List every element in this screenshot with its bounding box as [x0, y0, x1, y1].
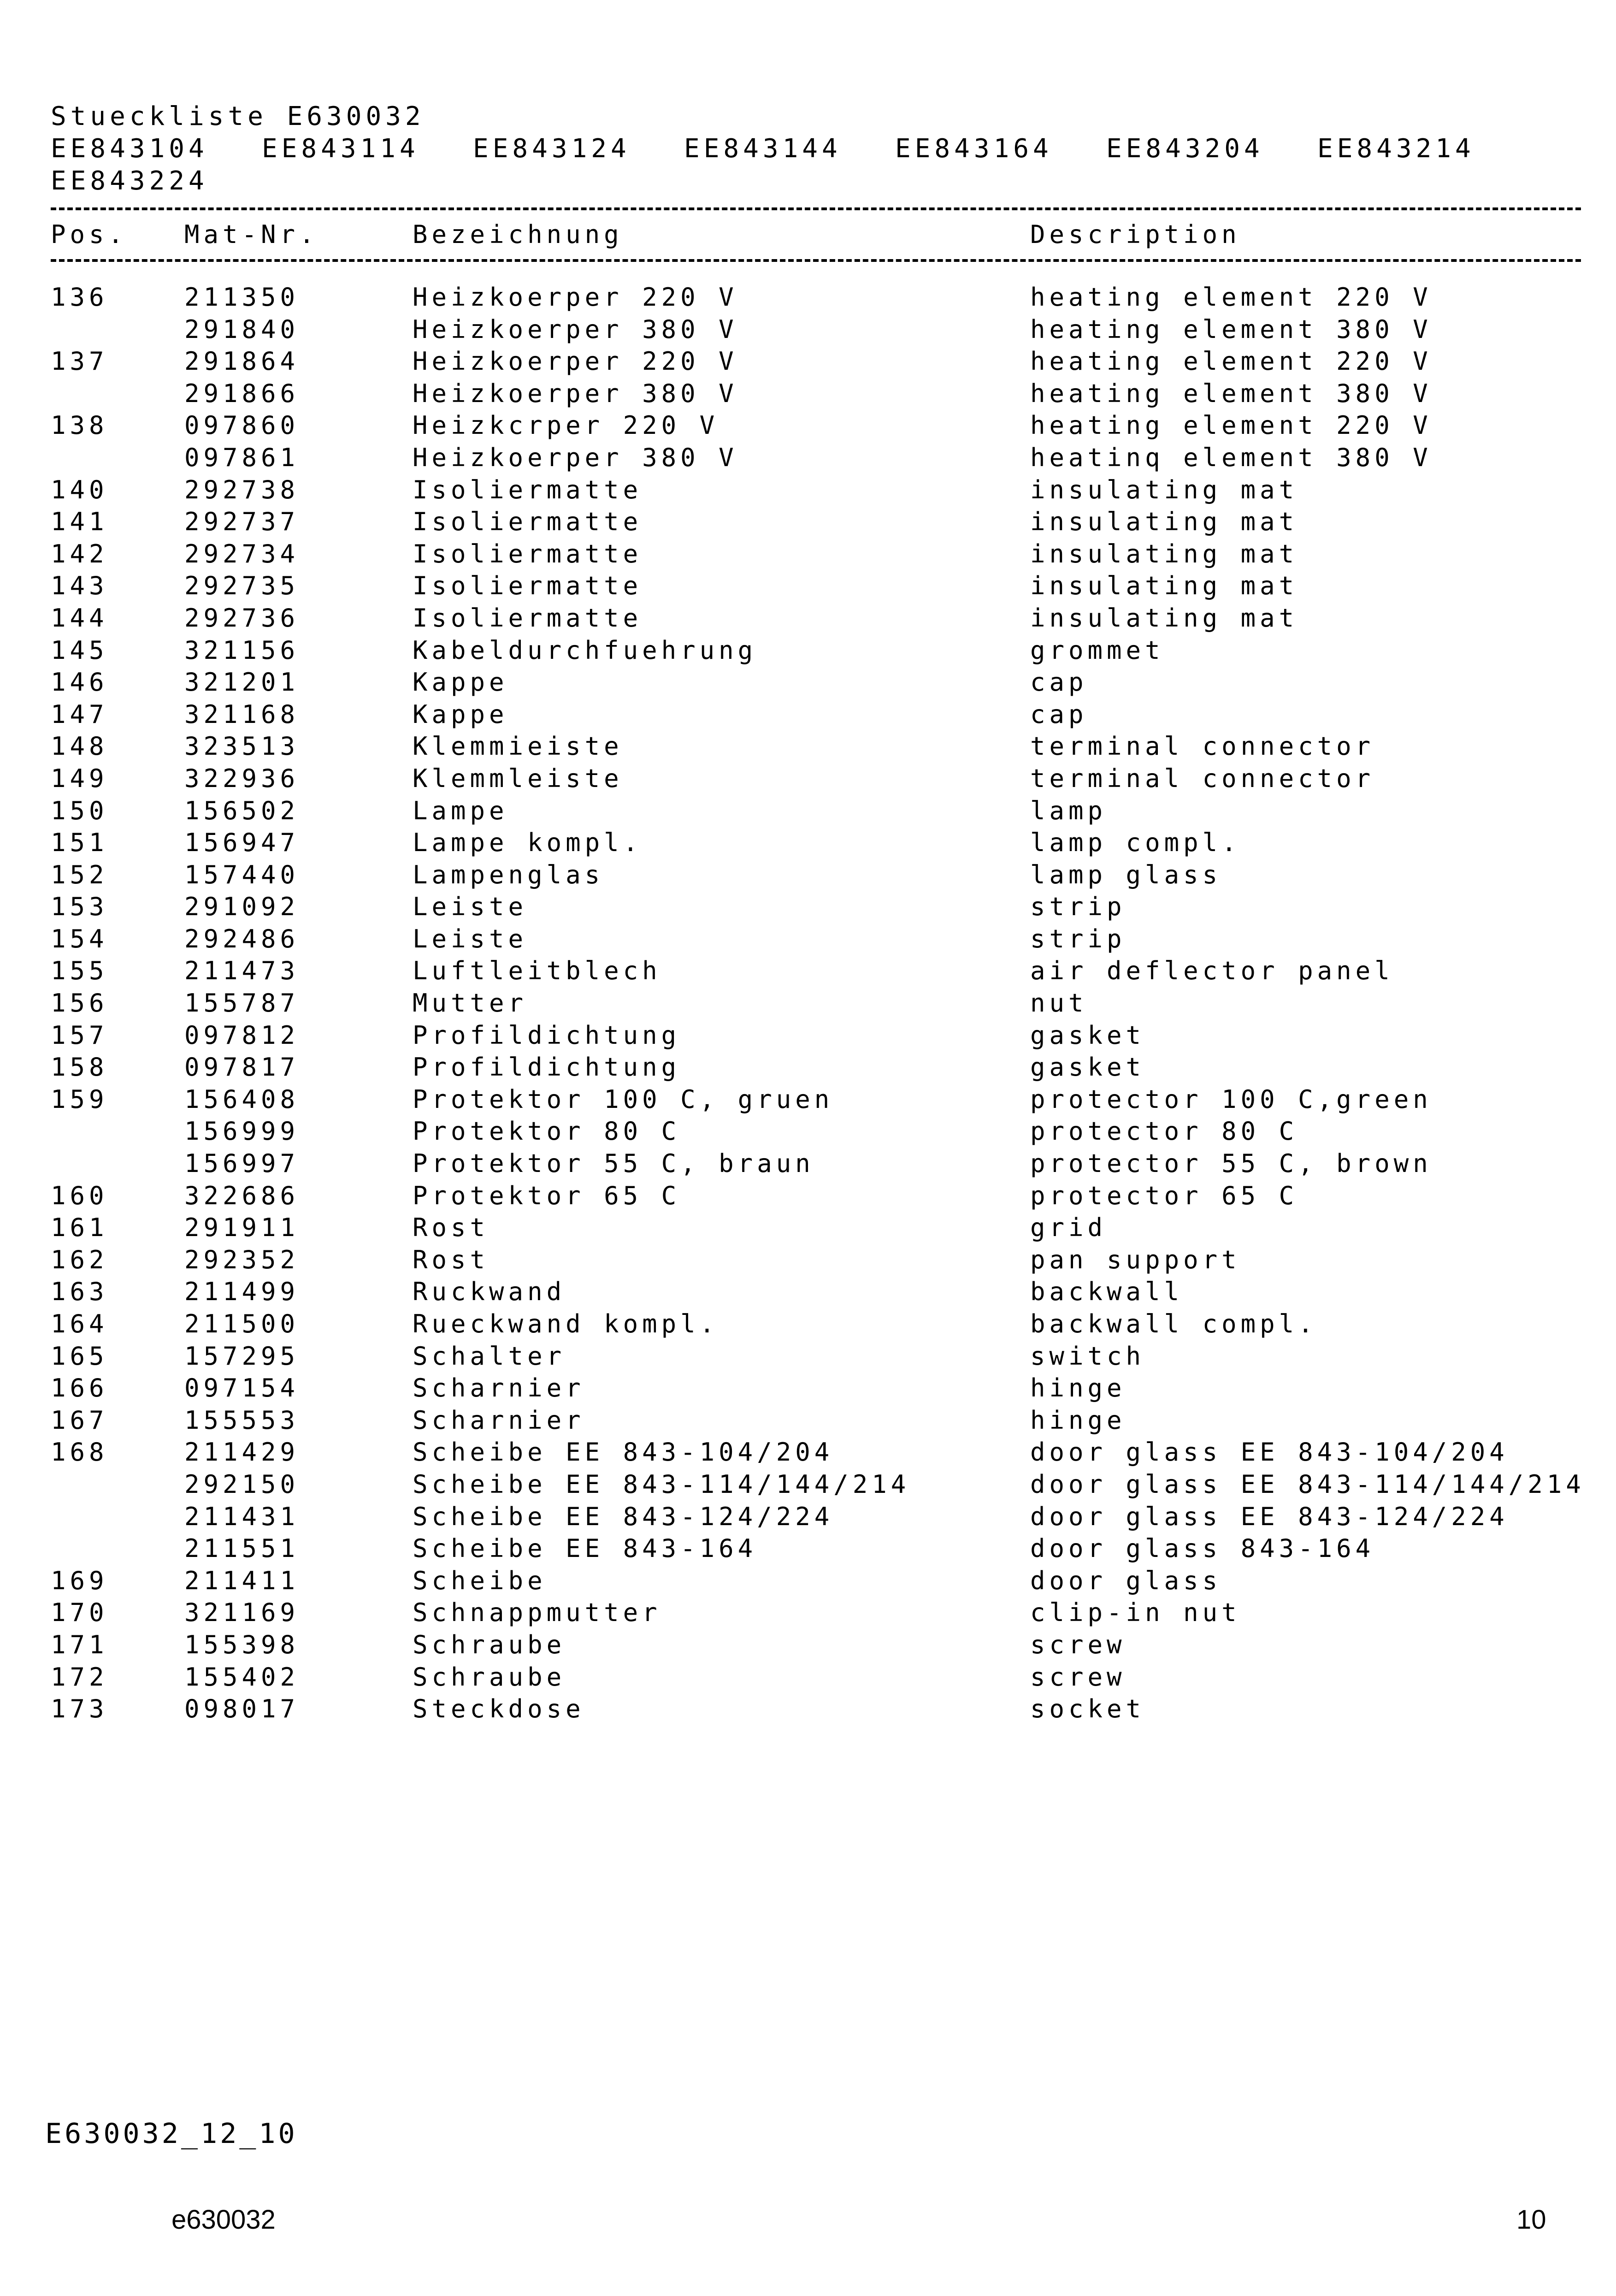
table-row [51, 1629, 1586, 1661]
row-description: protector 55 C, brown [1030, 1149, 1432, 1178]
row-description: grid [1030, 1213, 1107, 1243]
row-description: cap [1030, 668, 1088, 697]
row-description: door glass 843-164 [1030, 1534, 1375, 1563]
parts-table-body [51, 281, 1586, 1725]
row-pos: 136 [51, 283, 108, 312]
row-pos: 166 [51, 1373, 108, 1403]
row-description: insulating mat [1030, 539, 1298, 568]
row-bezeichnung: Schalter [413, 1341, 566, 1371]
row-bezeichnung: Profildichtung [413, 1020, 681, 1050]
row-description: terminal connector [1030, 763, 1375, 793]
row-mat-nr: 156502 [184, 796, 300, 825]
row-pos: 154 [51, 924, 108, 953]
table-row [51, 1148, 1586, 1180]
column-header-bezeichnung: Bezeichnung [413, 220, 623, 249]
column-header-description: Description [1030, 220, 1241, 249]
row-mat-nr: 292735 [184, 571, 300, 601]
table-row [51, 1115, 1586, 1148]
row-mat-nr: 097860 [184, 411, 300, 440]
row-description: gasket [1030, 1053, 1145, 1082]
table-row [51, 442, 1586, 474]
dashed-divider-header [51, 259, 1581, 262]
table-row [51, 634, 1586, 667]
row-description: lamp compl. [1030, 828, 1241, 858]
row-description: hinge [1030, 1373, 1126, 1403]
row-pos: 172 [51, 1662, 108, 1692]
row-pos: 137 [51, 347, 108, 376]
table-row [51, 538, 1586, 570]
row-bezeichnung: Protektor 55 C, braun [413, 1149, 814, 1178]
row-description: screw [1030, 1662, 1126, 1692]
row-bezeichnung: Scheibe EE 843-104/204 [413, 1438, 834, 1467]
row-pos: 146 [51, 668, 108, 697]
row-description: pan support [1030, 1245, 1241, 1274]
row-mat-nr: 322936 [184, 763, 300, 793]
table-row [51, 1308, 1586, 1340]
row-bezeichnung: Rueckwand kompl. [413, 1309, 719, 1338]
row-description: clip-in nut [1030, 1598, 1241, 1627]
row-pos: 149 [51, 763, 108, 793]
row-bezeichnung: Steckdose [413, 1694, 585, 1724]
row-mat-nr: 156947 [184, 828, 300, 858]
row-mat-nr: 321169 [184, 1598, 300, 1627]
table-row [51, 1244, 1586, 1276]
row-bezeichnung: Heizkoerper 380 V [413, 379, 738, 408]
row-bezeichnung: Scheibe EE 843-124/224 [413, 1502, 834, 1531]
row-description: door glass EE 843-124/224 [1030, 1502, 1509, 1531]
row-description: lamp [1030, 796, 1107, 825]
table-row [51, 602, 1586, 634]
row-bezeichnung: Heizkoerper 380 V [413, 443, 738, 472]
row-bezeichnung: Isoliermatte [413, 603, 643, 633]
row-description: gasket [1030, 1020, 1145, 1050]
row-description: nut [1030, 988, 1088, 1018]
row-pos: 150 [51, 796, 108, 825]
table-row [51, 378, 1586, 410]
row-mat-nr: 156997 [184, 1149, 300, 1178]
row-pos: 170 [51, 1598, 108, 1627]
row-description: backwall [1030, 1277, 1184, 1307]
row-bezeichnung: Luftleitblech [413, 956, 661, 986]
row-pos: 159 [51, 1084, 108, 1114]
table-row [51, 1468, 1586, 1501]
model-number: EE843224 [51, 166, 208, 196]
row-mat-nr: 292738 [184, 475, 300, 504]
row-pos: 157 [51, 1020, 108, 1050]
row-pos: 140 [51, 475, 108, 504]
row-mat-nr: 211500 [184, 1309, 300, 1338]
row-pos: 148 [51, 732, 108, 761]
row-mat-nr: 292737 [184, 507, 300, 537]
row-mat-nr: 211551 [184, 1534, 300, 1563]
row-mat-nr: 292150 [184, 1469, 300, 1499]
row-mat-nr: 323513 [184, 732, 300, 761]
row-mat-nr: 155398 [184, 1630, 300, 1659]
row-description: screw [1030, 1630, 1126, 1659]
row-bezeichnung: Rost [413, 1213, 490, 1243]
row-description: hinge [1030, 1405, 1126, 1435]
row-mat-nr: 211350 [184, 283, 300, 312]
row-mat-nr: 157440 [184, 860, 300, 889]
table-row [51, 1051, 1586, 1083]
table-row [51, 1340, 1586, 1373]
document-title: Stueckliste E630032 [51, 101, 425, 131]
row-mat-nr: 291866 [184, 379, 300, 408]
model-number: EE843114 [262, 134, 419, 164]
row-bezeichnung: Ruckwand [413, 1277, 566, 1307]
row-mat-nr: 098017 [184, 1694, 300, 1724]
table-row [51, 314, 1586, 346]
table-row [51, 474, 1586, 506]
row-description: socket [1030, 1694, 1145, 1724]
row-mat-nr: 156408 [184, 1084, 300, 1114]
row-mat-nr: 291864 [184, 347, 300, 376]
row-mat-nr: 292352 [184, 1245, 300, 1274]
row-bezeichnung: Scheibe EE 843-164 [413, 1534, 757, 1563]
table-row [51, 1083, 1586, 1116]
row-description: switch [1030, 1341, 1145, 1371]
row-description: door glass EE 843-114/144/214 [1030, 1469, 1585, 1499]
row-pos: 138 [51, 411, 108, 440]
row-mat-nr: 211411 [184, 1566, 300, 1595]
column-header-mat-nr: Mat-Nr. [184, 220, 318, 249]
row-description: protector 80 C [1030, 1117, 1298, 1146]
row-description: grommet [1030, 635, 1164, 665]
row-bezeichnung: Profildichtung [413, 1053, 681, 1082]
row-pos: 162 [51, 1245, 108, 1274]
row-pos: 152 [51, 860, 108, 889]
row-mat-nr: 211499 [184, 1277, 300, 1307]
row-bezeichnung: Scheibe EE 843-114/144/214 [413, 1469, 910, 1499]
page-number: 10 [1516, 2205, 1546, 2235]
table-row [51, 827, 1586, 859]
row-pos: 160 [51, 1181, 108, 1210]
row-mat-nr: 292734 [184, 539, 300, 568]
row-bezeichnung: Heizkoerper 220 V [413, 347, 738, 376]
row-pos: 151 [51, 828, 108, 858]
row-bezeichnung: Isoliermatte [413, 475, 643, 504]
row-pos: 163 [51, 1277, 108, 1307]
table-row [51, 730, 1586, 763]
table-row [51, 1693, 1586, 1725]
row-description: insulating mat [1030, 507, 1298, 537]
row-description: heating element 380 V [1030, 379, 1432, 408]
row-pos: 168 [51, 1438, 108, 1467]
row-description: protector 100 C,green [1030, 1084, 1432, 1114]
row-bezeichnung: Isoliermatte [413, 571, 643, 601]
row-description: door glass EE 843-104/204 [1030, 1438, 1509, 1467]
row-description: heating element 380 V [1030, 314, 1432, 344]
row-mat-nr: 155787 [184, 988, 300, 1018]
row-pos: 141 [51, 507, 108, 537]
model-number: EE843164 [895, 134, 1053, 164]
row-mat-nr: 156999 [184, 1117, 300, 1146]
table-row [51, 1436, 1586, 1468]
row-description: air deflector panel [1030, 956, 1394, 986]
row-mat-nr: 155402 [184, 1662, 300, 1692]
table-row [51, 1372, 1586, 1404]
row-mat-nr: 097817 [184, 1053, 300, 1082]
row-bezeichnung: Heizkcrper 220 V [413, 411, 719, 440]
row-description: insulating mat [1030, 603, 1298, 633]
row-pos: 165 [51, 1341, 108, 1371]
row-pos: 164 [51, 1309, 108, 1338]
table-row [51, 506, 1586, 538]
row-pos: 142 [51, 539, 108, 568]
table-row [51, 666, 1586, 698]
column-header-pos: Pos. [51, 220, 128, 249]
row-mat-nr: 211473 [184, 956, 300, 986]
row-pos: 144 [51, 603, 108, 633]
row-mat-nr: 097154 [184, 1373, 300, 1403]
row-pos: 155 [51, 956, 108, 986]
row-pos: 169 [51, 1566, 108, 1595]
table-row [51, 859, 1586, 891]
table-row [51, 1019, 1586, 1052]
row-mat-nr: 155553 [184, 1405, 300, 1435]
row-description: strip [1030, 924, 1126, 953]
row-pos: 145 [51, 635, 108, 665]
row-pos: 143 [51, 571, 108, 601]
model-number: EE843204 [1106, 134, 1264, 164]
table-row [51, 1533, 1586, 1565]
row-bezeichnung: Heizkoerper 380 V [413, 314, 738, 344]
row-description: strip [1030, 892, 1126, 922]
table-header [51, 219, 1586, 253]
row-description: lamp glass [1030, 860, 1222, 889]
table-row [51, 1180, 1586, 1212]
row-description: door glass [1030, 1566, 1222, 1595]
row-bezeichnung: Schnappmutter [413, 1598, 661, 1627]
row-pos: 161 [51, 1213, 108, 1243]
row-mat-nr: 097861 [184, 443, 300, 472]
table-row [51, 1661, 1586, 1693]
row-description: protector 65 C [1030, 1181, 1298, 1210]
row-bezeichnung: Schraube [413, 1630, 566, 1659]
row-bezeichnung: Mutter [413, 988, 528, 1018]
row-bezeichnung: Isoliermatte [413, 539, 643, 568]
row-bezeichnung: Klemmleiste [413, 763, 623, 793]
table-row [51, 698, 1586, 731]
row-bezeichnung: Heizkoerper 220 V [413, 283, 738, 312]
row-pos: 167 [51, 1405, 108, 1435]
row-bezeichnung: Isoliermatte [413, 507, 643, 537]
table-row [51, 281, 1586, 314]
model-number-list [51, 133, 1572, 197]
row-bezeichnung: Leiste [413, 924, 528, 953]
model-number: EE843124 [473, 134, 631, 164]
row-bezeichnung: Protektor 80 C [413, 1117, 681, 1146]
table-row [51, 1565, 1586, 1597]
row-description: insulating mat [1030, 475, 1298, 504]
row-bezeichnung: Schraube [413, 1662, 566, 1692]
row-mat-nr: 211431 [184, 1502, 300, 1531]
row-bezeichnung: Klemmieiste [413, 732, 623, 761]
row-bezeichnung: Protektor 100 C, gruen [413, 1084, 834, 1114]
row-bezeichnung: Kabeldurchfuehrung [413, 635, 757, 665]
row-pos: 156 [51, 988, 108, 1018]
row-pos: 173 [51, 1694, 108, 1724]
row-description: cap [1030, 699, 1088, 729]
table-row [51, 1276, 1586, 1308]
row-mat-nr: 157295 [184, 1341, 300, 1371]
row-bezeichnung: Kappe [413, 699, 508, 729]
row-mat-nr: 291840 [184, 314, 300, 344]
row-mat-nr: 291092 [184, 892, 300, 922]
parts-list-document [51, 101, 1586, 1725]
row-bezeichnung: Kappe [413, 668, 508, 697]
footer-document-id: e630032 [171, 2205, 276, 2235]
row-pos: 158 [51, 1053, 108, 1082]
row-bezeichnung: Rost [413, 1245, 490, 1274]
row-mat-nr: 321168 [184, 699, 300, 729]
row-bezeichnung: Lampe [413, 796, 508, 825]
row-bezeichnung: Scheibe [413, 1566, 547, 1595]
table-row [51, 1404, 1586, 1437]
table-row [51, 795, 1586, 827]
row-pos: 171 [51, 1630, 108, 1659]
row-bezeichnung: Leiste [413, 892, 528, 922]
table-row [51, 987, 1586, 1019]
table-row [51, 1597, 1586, 1629]
row-bezeichnung: Scharnier [413, 1405, 585, 1435]
table-row [51, 1212, 1586, 1244]
row-mat-nr: 097812 [184, 1020, 300, 1050]
row-bezeichnung: Protektor 65 C [413, 1181, 681, 1210]
row-bezeichnung: Lampenglas [413, 860, 604, 889]
table-row [51, 955, 1586, 987]
row-description: heating element 220 V [1030, 411, 1432, 440]
row-description: heating element 220 V [1030, 347, 1432, 376]
table-row [51, 409, 1586, 442]
table-row [51, 891, 1586, 923]
table-row [51, 1501, 1586, 1533]
row-pos: 153 [51, 892, 108, 922]
dashed-divider-top [51, 207, 1581, 210]
row-mat-nr: 292736 [184, 603, 300, 633]
row-mat-nr: 321156 [184, 635, 300, 665]
row-description: terminal connector [1030, 732, 1375, 761]
row-description: backwall compl. [1030, 1309, 1317, 1338]
row-mat-nr: 291911 [184, 1213, 300, 1243]
model-number: EE843104 [51, 134, 208, 164]
row-pos: 147 [51, 699, 108, 729]
row-mat-nr: 322686 [184, 1181, 300, 1210]
row-mat-nr: 211429 [184, 1438, 300, 1467]
table-row [51, 763, 1586, 795]
table-row [51, 345, 1586, 378]
row-mat-nr: 321201 [184, 668, 300, 697]
model-number: EE843214 [1317, 134, 1475, 164]
footer-code: E630032_12_10 [45, 2118, 298, 2150]
table-row [51, 923, 1586, 955]
row-description: heatinq element 380 V [1030, 443, 1432, 472]
row-bezeichnung: Scharnier [413, 1373, 585, 1403]
row-bezeichnung: Lampe kompl. [413, 828, 643, 858]
model-number: EE843144 [684, 134, 842, 164]
row-description: insulating mat [1030, 571, 1298, 601]
row-mat-nr: 292486 [184, 924, 300, 953]
row-description: heating element 220 V [1030, 283, 1432, 312]
table-row [51, 570, 1586, 602]
